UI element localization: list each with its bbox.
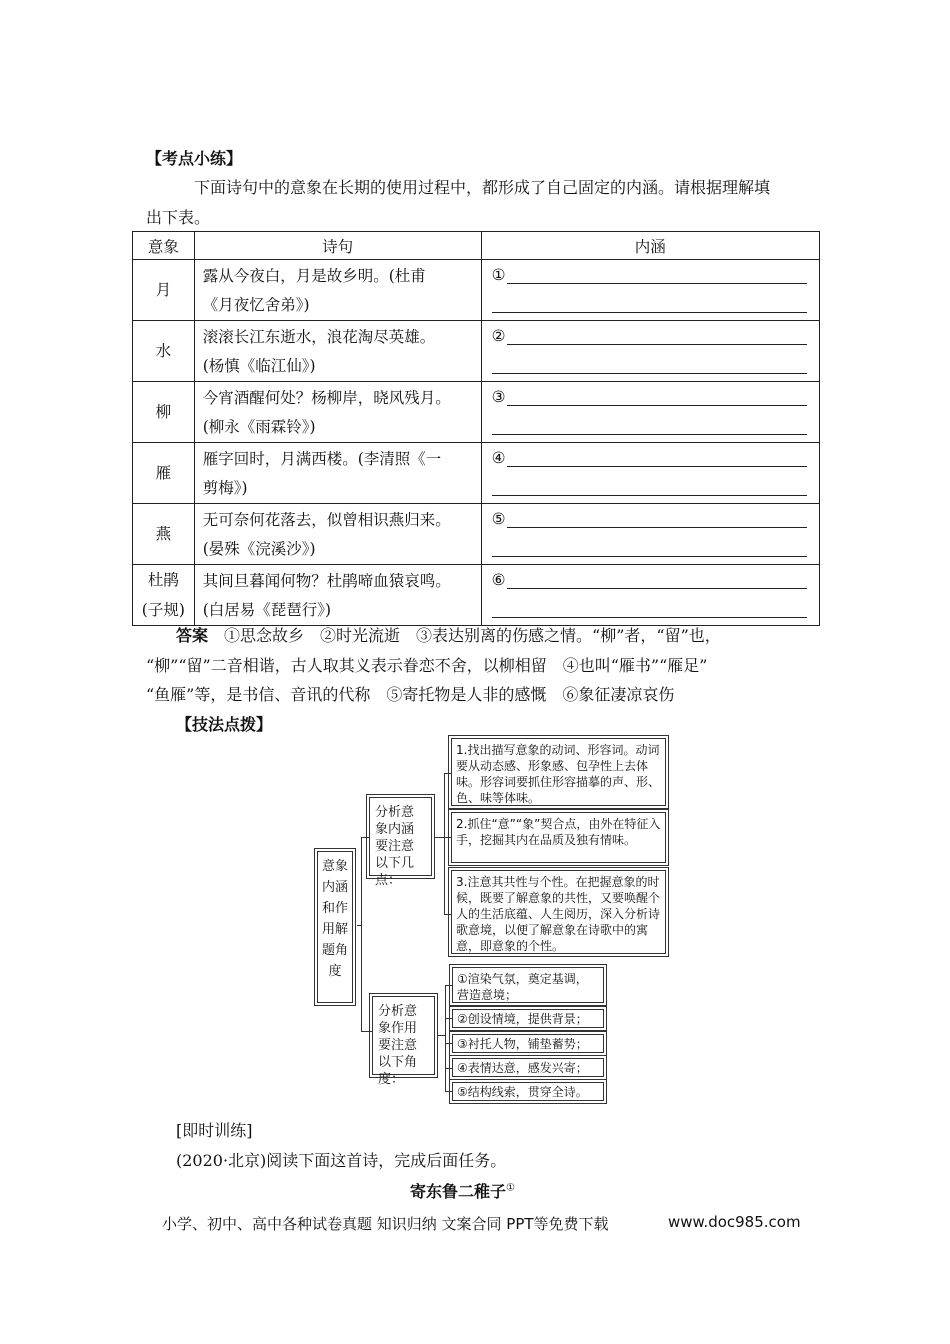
header-poem-line: 诗句	[194, 232, 481, 260]
table-row	[133, 443, 820, 504]
table-row	[133, 260, 820, 321]
footer-url[interactable]: www.doc985.com	[668, 1213, 801, 1231]
answer-blank[interactable]: ③	[481, 382, 819, 443]
answer-blank[interactable]: ④	[481, 443, 819, 504]
cell-image: 水	[133, 321, 195, 382]
answer-line3: “鱼雁”等，是书信、音讯的代称 ⑤寄托物是人非的感慨 ⑥象征凄凉哀伤	[146, 685, 675, 704]
answer-blank[interactable]: ⑥	[481, 565, 819, 626]
diagram-function-item-4: ④表情达意，感发兴寄；	[452, 1058, 604, 1077]
poem-title: 寄东鲁二稚子①	[410, 1182, 515, 1201]
cell-poem-line: 无可奈何花落去，似曾相识燕归来。 (晏殊《浣溪沙》)	[194, 504, 481, 565]
diagram-root: 意象内涵和作用解题角度	[317, 851, 353, 1003]
answer-line2: “柳”“留”二音相谐，古人取其义表示眷恋不舍，以柳相留 ④也叫“雁书”“雁足”	[146, 656, 708, 675]
diagram-function-item-2: ②创设情境，提供背景；	[452, 1009, 604, 1028]
diagram-function-item-5: ⑤结构线索，贯穿全诗。	[452, 1082, 604, 1101]
cell-poem-line: 滚滚长江东逝水，浪花淘尽英雄。 (杨慎《临江仙》)	[194, 321, 481, 382]
table-row	[133, 321, 820, 382]
diagram-branch-meaning: 分析意象内涵要注意以下几点：	[369, 797, 432, 876]
intro-text-line2: 出下表。	[146, 208, 211, 227]
answer-line1: 答案 ①思念故乡 ②时光流逝 ③表达别离的伤感之情。“柳”者，“留”也，	[176, 626, 721, 645]
answer-label: 答案	[176, 626, 209, 645]
table-row	[133, 565, 820, 626]
cell-poem-line: 其间旦暮闻何物？杜鹃啼血猿哀鸣。 (白居易《琵琶行》)	[194, 565, 481, 626]
table-row	[133, 504, 820, 565]
imagery-table	[132, 231, 820, 626]
cell-image: 柳	[133, 382, 195, 443]
answer-blank[interactable]: ②	[481, 321, 819, 382]
diagram-meaning-item-3: 3.注意其共性与个性。在把握意象的时候，既要了解意象的共性，又要唤醒个人的生活底蕴、人生阅历，深入分析诗歌意境，以便了解意象在诗歌中的寓意，即意象的个性。	[451, 870, 666, 954]
answer-blank[interactable]: ①	[481, 260, 819, 321]
intro-text-line1: 下面诗句中的意象在长期的使用过程中，都形成了自己固定的内涵。请根据理解填	[194, 178, 771, 197]
footer-text: 小学、初中、高中各种试卷真题 知识归纳 文案合同 PPT等免费下载	[162, 1215, 609, 1233]
section-heading-training: [即时训练]	[176, 1121, 253, 1140]
diagram-meaning-item-1: 1.找出描写意象的动词、形容词。动词要从动态感、形象感、包孕性上去体味。形容词要抓住形容描摹的声、形、色、味等体味。	[451, 738, 666, 806]
cell-image: 杜鹃 (子规)	[133, 565, 195, 626]
poem-footnote-marker: ①	[506, 1182, 515, 1194]
cell-poem-line: 露从今夜白，月是故乡明。(杜甫 《月夜忆舍弟》)	[194, 260, 481, 321]
diagram-branch-function: 分析意象作用要注意以下角度：	[372, 996, 435, 1075]
answer-blank[interactable]: ⑤	[481, 504, 819, 565]
cell-image: 雁	[133, 443, 195, 504]
cell-poem-line: 今宵酒醒何处？杨柳岸，晓风残月。 (柳永《雨霖铃》)	[194, 382, 481, 443]
table-header-row	[133, 232, 820, 260]
diagram-function-item-3: ③衬托人物，铺垫蓄势；	[452, 1034, 604, 1053]
table-row	[133, 382, 820, 443]
section-heading-practice: 【考点小练】	[146, 149, 243, 168]
cell-poem-line: 雁字回时，月满西楼。(李清照《一 剪梅》)	[194, 443, 481, 504]
diagram-meaning-item-2: 2.抓住“意”“象”契合点，由外在特征入手，挖掘其内在品质及独有情味。	[451, 812, 666, 863]
diagram-function-item-1: ①渲染气氛，奠定基调，营造意境；	[452, 967, 604, 1003]
header-meaning: 内涵	[481, 232, 819, 260]
header-image: 意象	[133, 232, 195, 260]
task-instruction: (2020·北京)阅读下面这首诗，完成后面任务。	[176, 1151, 507, 1170]
section-heading-technique: 【技法点拨】	[176, 715, 273, 734]
cell-image: 燕	[133, 504, 195, 565]
cell-image: 月	[133, 260, 195, 321]
